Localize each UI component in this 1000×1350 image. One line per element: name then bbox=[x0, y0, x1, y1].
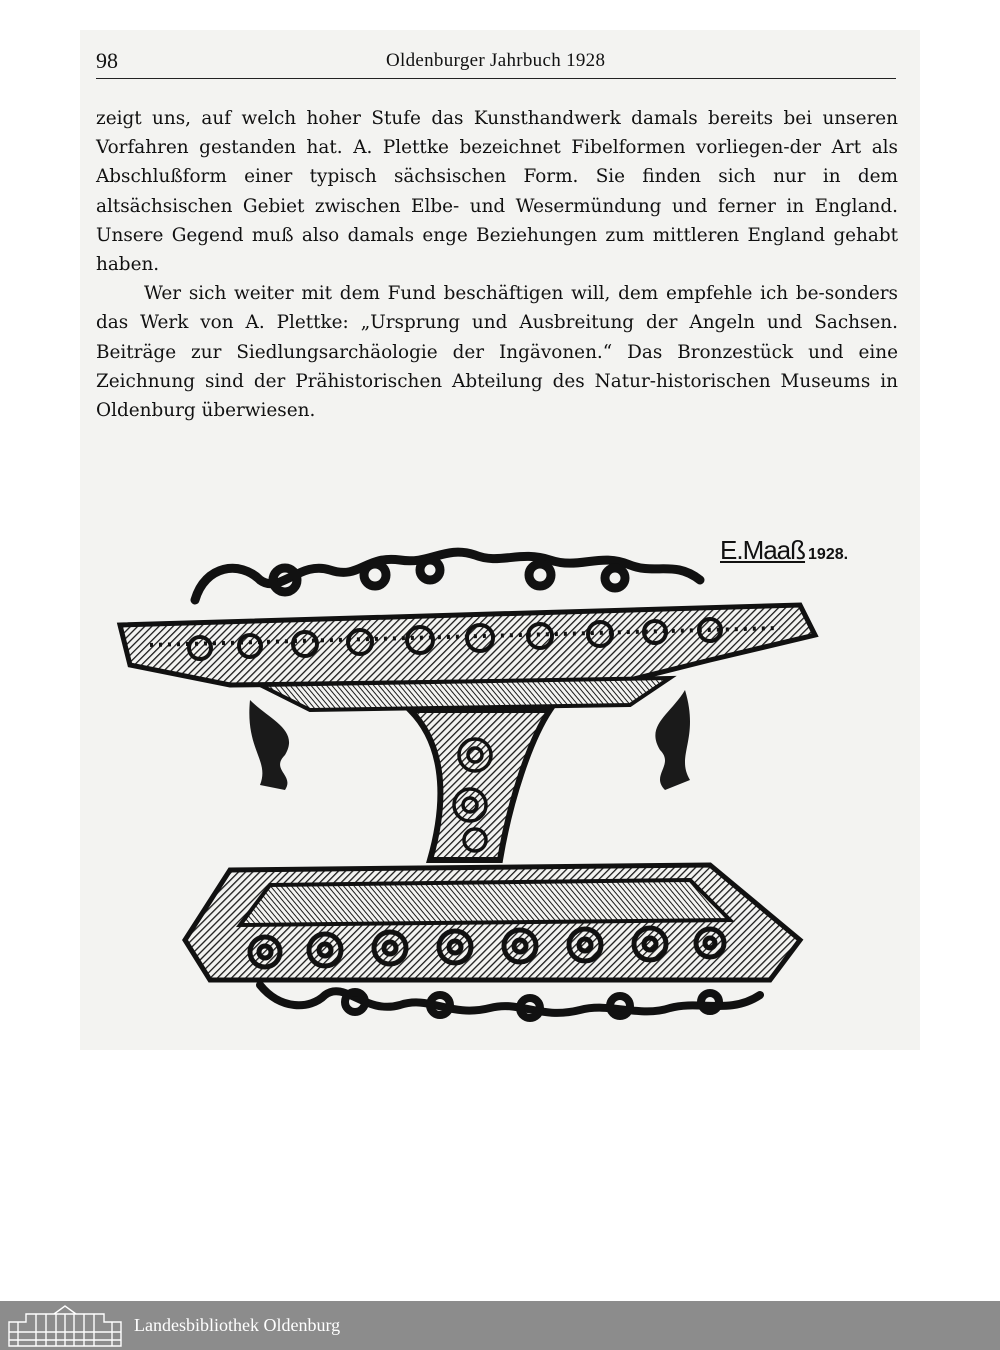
journal-title: Oldenburger Jahrbuch 1928 bbox=[386, 50, 606, 71]
page-number: 98 bbox=[96, 48, 118, 73]
library-footer-bar bbox=[0, 1301, 1000, 1350]
body-text bbox=[96, 104, 898, 425]
running-header bbox=[96, 46, 896, 79]
signature-name: E.Maaß bbox=[720, 535, 806, 565]
brooch-illustration bbox=[110, 540, 880, 1040]
paragraph: Wer sich weiter mit dem Fund beschäftigen will, dem empfehle ich be-sonders das Werk von A. Plettke: „Ursprung und Ausbreitung der Angeln und Sachsen. Beiträge zur Siedlungsarchäologie der Ingävonen.“ Das Bronzestück und eine Zeichnung sind der Prähistorischen Abteilung des Natur-historischen Museums in Oldenburg überwiesen. bbox=[96, 283, 898, 422]
library-name: Landesbibliothek Oldenburg bbox=[134, 1315, 341, 1335]
library-building-icon bbox=[6, 1304, 124, 1347]
signature-year: 1928. bbox=[808, 546, 849, 563]
paragraph: zeigt uns, auf welch hoher Stufe das Kunsthandwerk damals bereits bei unseren Vorfahren gestanden hat. A. Plettke bezeichnet Fibelformen vorliegen-der Art als Abschlußform einer typisch sächsischen Form. Sie finden sich nur in dem altsächsischen Gebiet zwischen Elbe- und Wesermündung und ferner in England. Unsere Gegend muß also damals enge Beziehungen zum mittleren England gehabt haben. bbox=[96, 108, 898, 276]
